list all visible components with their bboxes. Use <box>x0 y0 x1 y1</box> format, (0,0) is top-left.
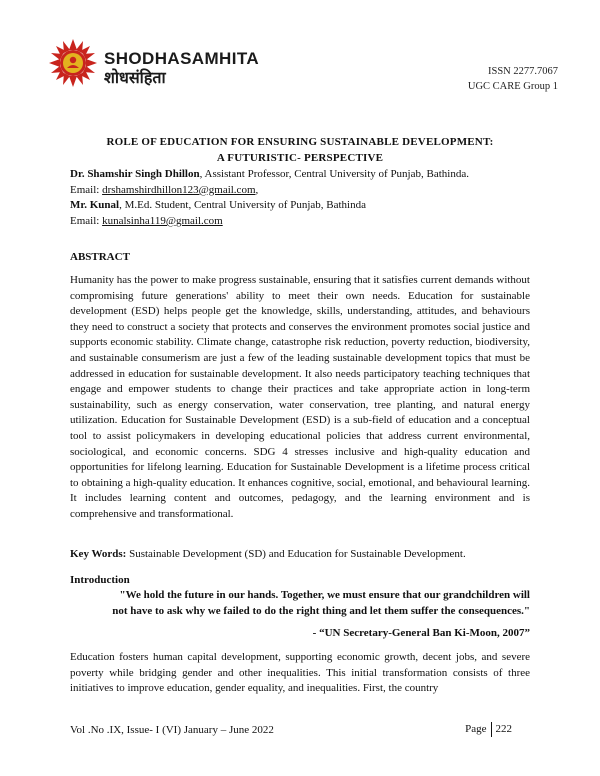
author-2 <box>70 198 530 214</box>
issn-number: ISSN 2277.7067 <box>487 66 558 77</box>
keywords-label: Key Words: <box>70 548 127 560</box>
brand-name-hindi: शोधसंहिता <box>104 68 166 87</box>
author-block <box>70 167 530 229</box>
page-label: Page <box>465 723 487 736</box>
email-label: Email: <box>70 214 103 227</box>
keywords-line <box>70 547 530 563</box>
footer-volume: Vol .No .IX, Issue- I (VI) January – June 2022 <box>70 724 274 736</box>
author-2-email-line <box>70 214 530 230</box>
author-2-affiliation: , M.Ed. Student, Central University of Punjab, Bathinda <box>119 199 366 212</box>
journal-logo-icon <box>48 38 98 88</box>
quote-line-1: "We hold the future in our hands. Together, we must ensure that our grandchildren will <box>119 589 530 601</box>
footer-page <box>465 722 512 737</box>
introduction-heading: Introduction <box>70 574 130 586</box>
abstract-section <box>70 273 530 523</box>
quote-line-2: not have to ask why we failed to do the right thing and let them suffer the consequences." <box>112 604 530 617</box>
page-number: 222 <box>495 723 512 736</box>
introduction-body <box>70 650 530 697</box>
email-label: Email: <box>70 183 103 196</box>
quote-attribution: - “UN Secretary-General Ban Ki-Moon, 2007” <box>312 627 530 639</box>
issn-block <box>468 64 558 94</box>
author-1-email-link[interactable]: drshamshirdhillon123@gmail.com <box>102 183 256 196</box>
author-1-name: Dr. Shamshir Singh Dhillon <box>70 168 200 180</box>
author-1-email-tail: , <box>255 183 259 196</box>
author-2-email-link[interactable]: kunalsinha119@gmail.com <box>102 214 223 227</box>
author-1 <box>70 167 530 183</box>
brand-name-english: SHODHASAMHITA <box>104 49 260 68</box>
page-separator <box>491 722 492 737</box>
introduction-paragraph: Education fosters human capital development, supporting economic growth, decent jobs, and severe poverty while bridging gender and other inequalities. This initial transformation consists of three initiatives to improve education, gender equality, and inequalities. First, the country <box>70 651 530 695</box>
abstract-text: Humanity has the power to make progress sustainable, ensuring that it satisfies current demands without compromising future generations' ability to meet their own needs. Education for sustainable development (ESD) helps people get the knowledge, skills, understanding, attitudes, and behaviours they need to construct a society that protects and conserves the environment promotes social justice and supports economic stability. Climate change, catastrophe risk reduction, poverty reduction, biodiversity, and sustainable consumerism are just a few of the leading sustainable development topics that must be addressed in education for sustainable development. It also needs participatory teaching techniques that engage and empower students to change their practices and take appropriate action in long-term sustainability, such as energy conservation, water conservation, tree planting, and natural energy utilization. Education for Sustainable Development (ESD) is a sub-field of education and a conceptual tool to assist policymakers in developing educational policies that address current environmental, sociological, and economic concerns. SDG 4 stresses inclusive and high-quality education and opportunities for lifelong learning. Education for Sustainable Development is a lifetime process critical to obtaining a high-quality education. It enhances cognitive, social, emotional, and behavioural learning. It includes learning content and outcomes, pedagogy, and the learning environment and is comprehensive and transformational. <box>70 274 530 520</box>
author-1-affiliation: , Assistant Professor, Central University of Punjab, Bathinda. <box>199 168 469 180</box>
keywords-text: Sustainable Development (SD) and Education for Sustainable Development. <box>126 548 466 560</box>
paper-title-line-2: A FUTURISTIC- PERSPECTIVE <box>216 152 384 164</box>
abstract-heading: ABSTRACT <box>70 251 130 263</box>
author-2-name: Mr. Kunal <box>70 199 120 212</box>
paper-title-line-1: ROLE OF EDUCATION FOR ENSURING SUSTAINABLE DEVELOPMENT: <box>106 136 494 148</box>
journal-brand <box>104 50 259 88</box>
epigraph-quote <box>70 588 530 619</box>
author-1-email-line <box>70 183 530 199</box>
ugc-care-group: UGC CARE Group 1 <box>467 81 558 92</box>
